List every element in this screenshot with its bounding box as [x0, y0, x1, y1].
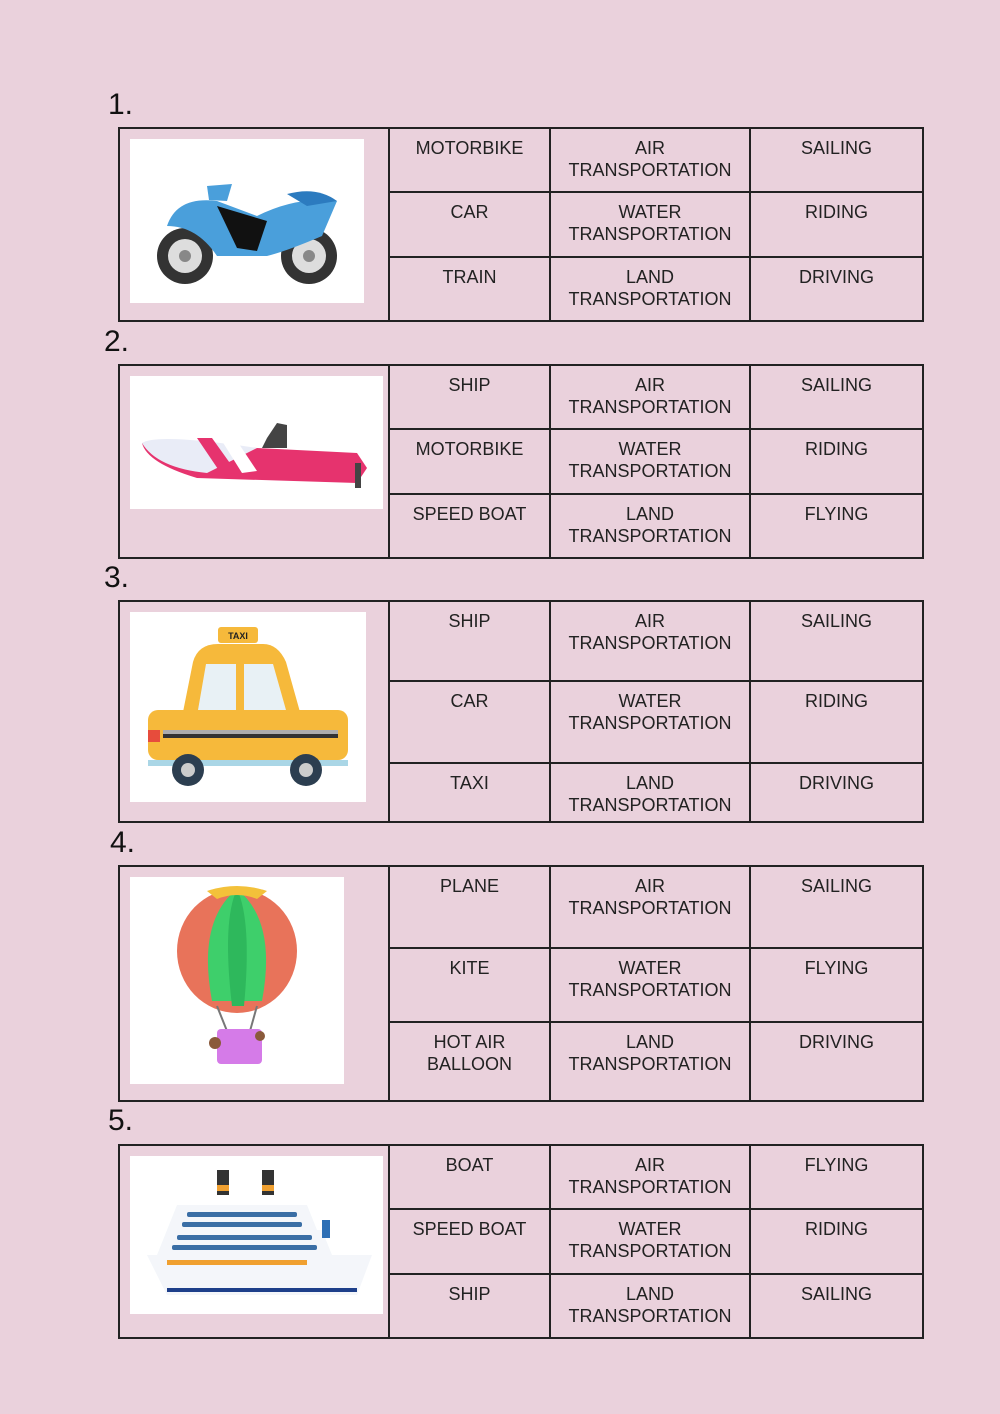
action-option[interactable]: RIDING	[805, 1219, 868, 1240]
action-option[interactable]: RIDING	[805, 202, 868, 223]
options-row	[390, 949, 922, 1023]
action-option[interactable]: SAILING	[800, 1283, 873, 1304]
action-option[interactable]: SAILING	[800, 611, 873, 631]
category-option[interactable]: LAND TRANSPORTATION	[551, 258, 751, 320]
options-row	[390, 867, 922, 949]
vehicle-option[interactable]: MOTORBIKE	[390, 129, 551, 191]
question-number: 2.	[104, 325, 130, 358]
category-option[interactable]: AIR TRANSPORTATION	[551, 1146, 751, 1208]
vehicle-option[interactable]: SHIP	[390, 1275, 551, 1337]
vehicle-option[interactable]: KITE	[390, 949, 551, 1021]
options-row	[390, 1275, 922, 1337]
image-cell	[120, 1146, 390, 1337]
action-option[interactable]: FLYING	[804, 503, 869, 524]
category-option[interactable]: WATER TRANSPORTATION	[551, 949, 751, 1021]
category-option[interactable]: LAND TRANSPORTATION	[551, 764, 751, 821]
question-table-1	[118, 127, 924, 322]
options-row	[390, 764, 922, 821]
image-cell	[120, 129, 390, 320]
question-table-5	[118, 1144, 924, 1339]
question-table-3	[118, 600, 924, 823]
action-option[interactable]: DRIVING	[798, 266, 874, 287]
question-number: 1.	[108, 88, 134, 121]
taxi-sign-text: TAXI	[228, 631, 248, 641]
action-option[interactable]: DRIVING	[798, 1032, 874, 1052]
action-option[interactable]: SAILING	[800, 876, 873, 896]
action-option[interactable]: SAILING	[800, 375, 873, 395]
options-grid	[390, 867, 922, 1100]
vehicle-option[interactable]: BOAT	[390, 1146, 551, 1208]
options-row	[390, 258, 922, 320]
options-grid	[390, 366, 922, 557]
category-option[interactable]: AIR TRANSPORTATION	[551, 602, 751, 680]
options-row	[390, 193, 922, 257]
options-row	[390, 129, 922, 193]
options-row	[390, 1210, 922, 1274]
category-option[interactable]: AIR TRANSPORTATION	[551, 129, 751, 191]
image-cell	[120, 366, 390, 557]
vehicle-option[interactable]: CAR	[390, 193, 551, 255]
options-grid	[390, 602, 922, 821]
options-row	[390, 682, 922, 764]
cruise-ship-image	[130, 1156, 383, 1314]
taxi-image	[130, 612, 366, 802]
category-option[interactable]: WATER TRANSPORTATION	[551, 682, 751, 762]
question-number: 4.	[110, 826, 136, 859]
question-table-4	[118, 865, 924, 1102]
category-option[interactable]: WATER TRANSPORTATION	[551, 193, 751, 255]
options-row	[390, 495, 922, 557]
options-row	[390, 366, 922, 430]
vehicle-option[interactable]: SPEED BOAT	[390, 1210, 551, 1272]
category-option[interactable]: LAND TRANSPORTATION	[551, 1023, 751, 1100]
options-row	[390, 430, 922, 494]
action-option[interactable]: DRIVING	[798, 773, 874, 793]
category-option[interactable]: WATER TRANSPORTATION	[551, 1210, 751, 1272]
vehicle-option[interactable]: SPEED BOAT	[390, 495, 551, 557]
question-table-2	[118, 364, 924, 559]
category-option[interactable]: LAND TRANSPORTATION	[551, 1275, 751, 1337]
vehicle-option[interactable]: HOT AIR BALLOON	[390, 1023, 551, 1100]
action-option[interactable]: RIDING	[805, 691, 868, 711]
vehicle-option[interactable]: CAR	[390, 682, 551, 762]
question-number: 3.	[104, 561, 130, 594]
vehicle-option[interactable]: SHIP	[390, 366, 551, 428]
action-option[interactable]: FLYING	[804, 958, 869, 978]
category-option[interactable]: AIR TRANSPORTATION	[551, 867, 751, 947]
options-row	[390, 602, 922, 682]
category-option[interactable]: AIR TRANSPORTATION	[551, 366, 751, 428]
category-option[interactable]: LAND TRANSPORTATION	[551, 495, 751, 557]
question-number: 5.	[108, 1104, 134, 1137]
vehicle-option[interactable]: TAXI	[390, 764, 551, 821]
action-option[interactable]: SAILING	[800, 138, 873, 158]
options-row	[390, 1146, 922, 1210]
options-grid	[390, 1146, 922, 1337]
action-option[interactable]: FLYING	[804, 1155, 869, 1175]
vehicle-option[interactable]: MOTORBIKE	[390, 430, 551, 492]
action-option[interactable]: RIDING	[805, 439, 868, 460]
vehicle-option[interactable]: TRAIN	[390, 258, 551, 320]
options-row	[390, 1023, 922, 1100]
vehicle-option[interactable]: PLANE	[390, 867, 551, 947]
category-option[interactable]: WATER TRANSPORTATION	[551, 430, 751, 492]
image-cell	[120, 867, 390, 1100]
image-cell	[120, 602, 390, 821]
vehicle-option[interactable]: SHIP	[390, 602, 551, 680]
speed-boat-image	[130, 376, 383, 509]
hot-air-balloon-image	[130, 877, 344, 1084]
options-grid	[390, 129, 922, 320]
motorbike-image	[130, 139, 364, 303]
